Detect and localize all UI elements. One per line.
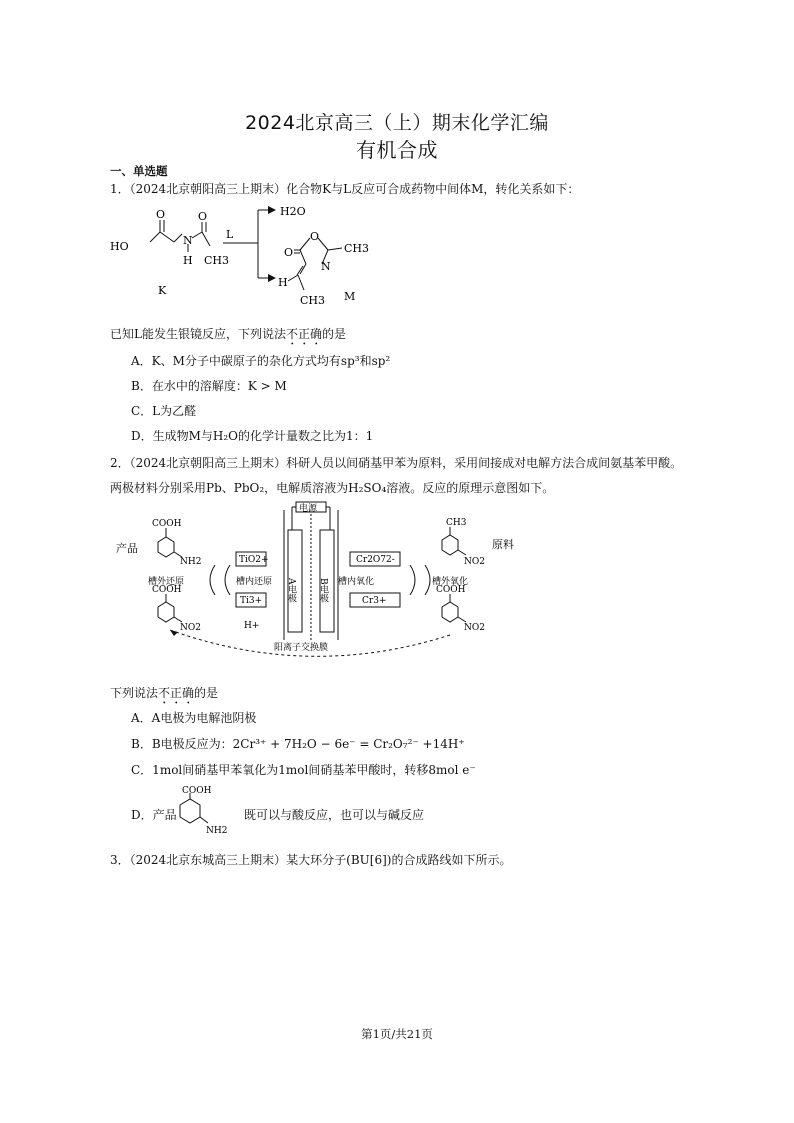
m-ring-n: N <box>321 260 331 273</box>
m-carbonyl-o: O <box>284 246 294 259</box>
q1-condition-emphasis: 不正确 <box>285 327 322 341</box>
m-ethylidene-methyl: CH3 <box>300 294 326 307</box>
q1-option-d: D．生成物M与H₂O的化学计量数之比为1：1 <box>131 429 374 443</box>
q2-option-d-text: 既可以与酸反应，也可以与碱反应 <box>244 808 425 822</box>
m-label: M <box>344 290 356 303</box>
intermediate-left-no2-label: NO2 <box>180 623 201 633</box>
k-amide-o: O <box>198 210 208 223</box>
raw-ch3-label: CH3 <box>446 518 467 528</box>
electrode-b-label: B电极 <box>318 578 328 603</box>
k-amide-h: H <box>183 254 193 267</box>
intermediate-right-no2-label: NO2 <box>464 623 485 633</box>
q1-option-c: C．L为乙醛 <box>131 404 197 418</box>
m-methyl: CH3 <box>344 242 370 255</box>
membrane-label: 阳离子交换膜 <box>274 643 329 653</box>
l-label: L <box>226 228 234 241</box>
cr2o7-species: Cr2O72- <box>356 555 395 565</box>
q1-condition <box>110 325 346 348</box>
page-footer: 第1页/共21页 <box>361 1027 433 1041</box>
water-product: H2O <box>280 205 306 218</box>
k-hydroxyl-ho: HO <box>110 240 129 253</box>
q2-stem-line2: 两极材料分别采用Pb、PbO₂，电解质溶液为H₂SO₄溶液。反应的原理示意图如下。 <box>110 481 555 495</box>
product-nh2-label: NH2 <box>180 557 202 567</box>
raw-no2-label: NO2 <box>464 557 485 567</box>
diagram-product-label: 产品 <box>116 542 138 555</box>
q2-question-emphasis: 不正确 <box>158 686 195 700</box>
q2-stem-line1: 2．（2024北京朝阳高三上期末）科研人员以间硝基甲苯为原料，采用间接成对电解方法合成间氨基苯甲酸。 <box>110 456 683 470</box>
out-oxidation-label: 槽外氧化 <box>432 577 469 587</box>
out-reduction-label: 槽外还原 <box>148 577 185 587</box>
q1-stem: 1．（2024北京朝阳高三上期末）化合物K与L反应可合成药物中间体M，转化关系如下： <box>110 182 580 196</box>
intermediate-right-cooh-label: COOH <box>436 585 466 595</box>
q1-condition-pre: 已知L能发生银镜反应，下列说法 <box>110 327 286 341</box>
section-heading: 一、单选题 <box>110 164 168 178</box>
q2-question-post: 的是 <box>194 686 219 700</box>
k-label: K <box>158 284 167 297</box>
option-d-nh2: NH2 <box>206 826 228 836</box>
k-carbonyl-o: O <box>156 208 166 221</box>
q1-reaction-scheme <box>108 198 408 310</box>
diagram-power-label: 电源 <box>299 504 318 514</box>
q1-option-b: B．在水中的溶解度：K > M <box>131 379 287 393</box>
m-ring-o: O <box>310 230 320 243</box>
option-d-cooh: COOH <box>182 786 212 796</box>
cr3-species: Cr3+ <box>362 596 387 606</box>
tio-species: TiO2+ <box>239 555 269 565</box>
m-vinyl-h: H <box>278 276 288 289</box>
ti3-species: Ti3+ <box>240 596 263 606</box>
electrode-a-label: A电极 <box>286 578 296 603</box>
q1-condition-post: 的是 <box>322 327 347 341</box>
electrolysis-diagram <box>110 500 514 660</box>
diagram-raw-label: 原料 <box>492 538 514 551</box>
q2-question-pre: 下列说法 <box>110 686 159 700</box>
q2-option-a: A．A电极为电解池阴极 <box>131 711 257 725</box>
in-oxidation-label: 槽内氧化 <box>338 577 375 587</box>
intermediate-left-cooh-label: COOH <box>152 585 182 595</box>
page-subtitle: 有机合成 <box>356 138 438 162</box>
product-cooh-label: COOH <box>152 519 182 529</box>
q2-option-b: B．B电极反应为：2Cr³⁺ + 7H₂O − 6e⁻ = Cr₂O₇²⁻ +14H⁺ <box>131 737 465 751</box>
page-title: 2024北京高三（上）期末化学汇编 <box>245 112 549 134</box>
q1-option-a: A．K、M分子中碳原子的杂化方式均有sp³和sp² <box>131 354 391 368</box>
k-amide-n: N <box>183 234 193 247</box>
q3-stem: 3．（2024北京东城高三上期末）某大环分子(BU[6])的合成路线如下所示。 <box>110 853 512 867</box>
q2-question <box>110 684 218 707</box>
q2-option-c: C．1mol间硝基甲苯氧化为1mol间硝基苯甲酸时，转移8mol e⁻ <box>131 763 476 777</box>
h-plus-label: H+ <box>244 621 260 631</box>
option-d-structure <box>170 783 240 835</box>
q2-option-d-prefix: D．产品 <box>131 808 177 822</box>
in-reduction-label: 槽内还原 <box>236 577 273 587</box>
k-methyl: CH3 <box>204 254 230 267</box>
